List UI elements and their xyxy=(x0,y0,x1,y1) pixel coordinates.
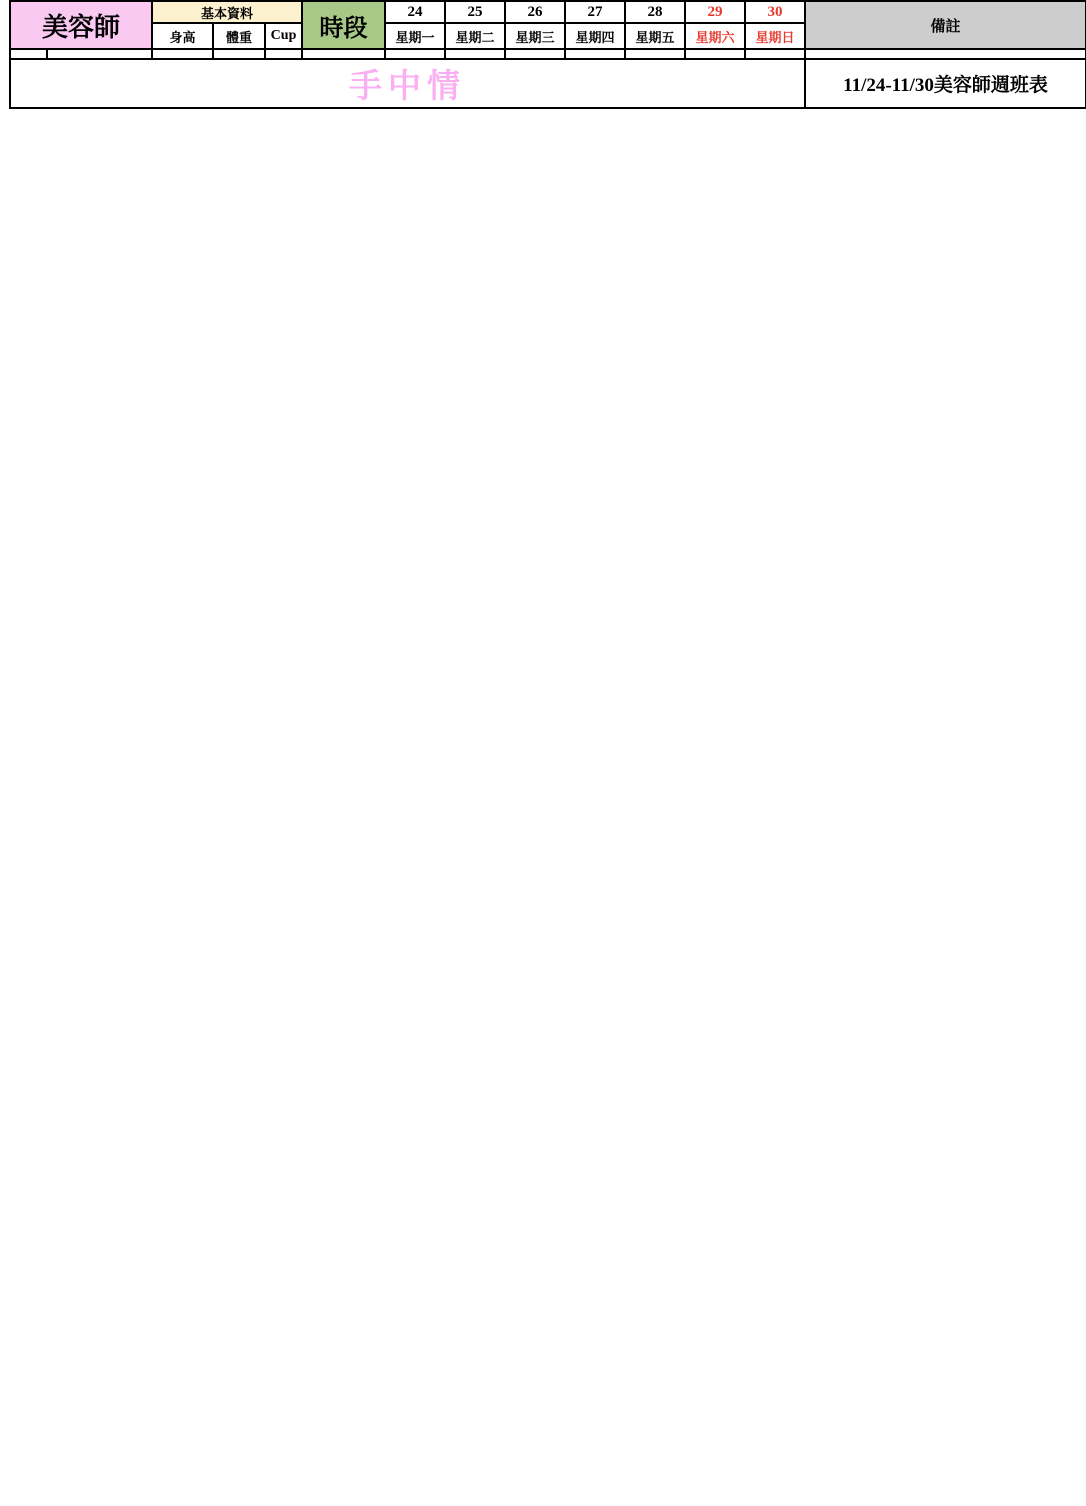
basic-info-header: 基本資料 xyxy=(152,1,302,23)
day-date-24: 24 xyxy=(385,1,445,23)
fragment-cell xyxy=(213,49,265,59)
top-table-fragment xyxy=(10,49,1086,59)
header-row-top xyxy=(10,1,1086,23)
day-weekday-28: 星期五 xyxy=(625,23,685,49)
day-weekday-29: 星期六 xyxy=(685,23,745,49)
day-date-27: 27 xyxy=(565,1,625,23)
table-header xyxy=(10,1,1086,49)
day-date-28: 28 xyxy=(625,1,685,23)
fragment-cell xyxy=(302,49,385,59)
week-range-title: 11/24-11/30美容師週班表 xyxy=(805,59,1086,108)
fragment-cell xyxy=(685,49,745,59)
fragment-cell xyxy=(625,49,685,59)
title-row xyxy=(10,59,1086,108)
schedule-table xyxy=(9,0,1086,109)
fragment-cell xyxy=(565,49,625,59)
fragment-row xyxy=(10,49,1086,59)
fragment-cell xyxy=(385,49,445,59)
day-weekday-27: 星期四 xyxy=(565,23,625,49)
fragment-cell xyxy=(805,49,1086,59)
height-header: 身高 xyxy=(152,23,213,49)
fragment-cell xyxy=(10,49,47,59)
day-date-29: 29 xyxy=(685,1,745,23)
fragment-cell xyxy=(152,49,213,59)
shift-header: 時段 xyxy=(302,1,385,49)
fragment-cell xyxy=(505,49,565,59)
day-weekday-25: 星期二 xyxy=(445,23,505,49)
cup-header: Cup xyxy=(265,23,302,49)
day-date-25: 25 xyxy=(445,1,505,23)
title-section xyxy=(10,59,1086,108)
weight-header: 體重 xyxy=(213,23,265,49)
fragment-cell xyxy=(47,49,152,59)
fragment-cell xyxy=(745,49,805,59)
fragment-cell xyxy=(445,49,505,59)
staff-header: 美容師 xyxy=(10,1,152,49)
day-date-26: 26 xyxy=(505,1,565,23)
shop-title: 手中情 xyxy=(10,59,805,108)
day-weekday-30: 星期日 xyxy=(745,23,805,49)
fragment-cell xyxy=(265,49,302,59)
remark-header: 備註 xyxy=(805,1,1086,49)
day-weekday-26: 星期三 xyxy=(505,23,565,49)
day-date-30: 30 xyxy=(745,1,805,23)
day-weekday-24: 星期一 xyxy=(385,23,445,49)
